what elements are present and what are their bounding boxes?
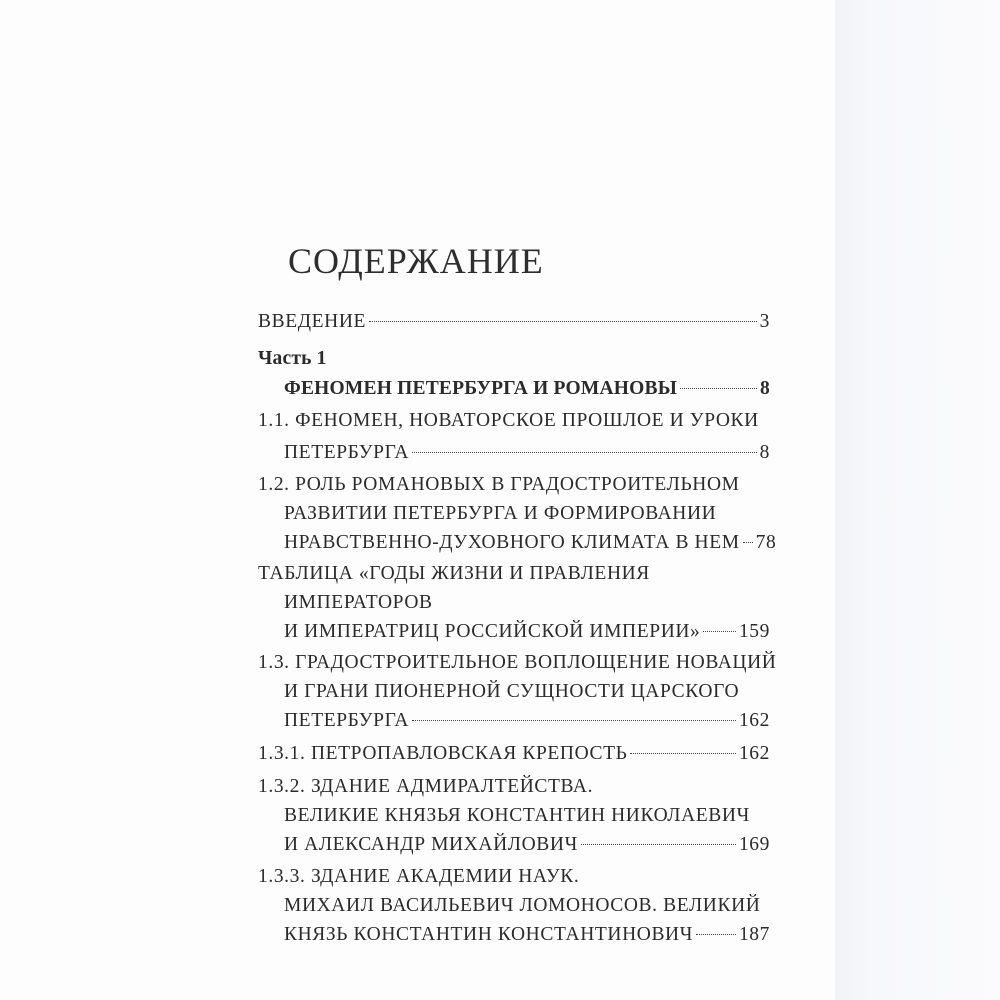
toc-entry-line xyxy=(258,309,770,335)
page-title: СОДЕРЖАНИЕ xyxy=(288,241,544,281)
page-number: 162 xyxy=(738,743,770,764)
toc-entry-line xyxy=(284,376,770,402)
toc-entry-text: ПЕТЕРБУРГА xyxy=(284,442,410,463)
toc-entry-line xyxy=(258,741,770,767)
toc-entry-text: ФЕНОМЕН ПЕТЕРБУРГА И РОМАНОВЫ xyxy=(284,378,678,399)
toc-entry-text: 1.1. ФЕНОМЕН, НОВАТОРСКОЕ ПРОШЛОЕ И УРОКИ xyxy=(258,410,759,431)
toc-entry-text: ВВЕДЕНИЕ xyxy=(258,311,367,332)
dot-leader xyxy=(581,844,736,845)
toc-entry-line xyxy=(284,832,770,858)
page-number: 159 xyxy=(738,621,770,642)
toc-entry-line xyxy=(284,922,770,948)
toc-entry-text: И АЛЕКСАНДР МИХАЙЛОВИЧ xyxy=(284,834,578,855)
toc-entry-line xyxy=(284,530,777,556)
page-number: 78 xyxy=(755,532,777,553)
toc-entry-text: КНЯЗЬ КОНСТАНТИН КОНСТАНТИНОВИЧ xyxy=(284,924,693,945)
toc-entry-text: ТАБЛИЦА «ГОДЫ ЖИЗНИ И ПРАВЛЕНИЯ xyxy=(258,563,650,584)
page-number: 3 xyxy=(759,311,770,332)
toc-entry-text: МИХАИЛ ВАСИЛЬЕВИЧ ЛОМОНОСОВ. ВЕЛИКИЙ xyxy=(284,895,761,916)
dot-leader xyxy=(369,321,757,322)
toc-entry-text: 1.3. ГРАДОСТРОИТЕЛЬНОЕ ВОПЛОЩЕНИЕ НОВАЦИЙ xyxy=(258,652,777,673)
toc-entry-text: 1.3.3. ЗДАНИЕ АКАДЕМИИ НАУК. xyxy=(258,866,580,887)
page-edge xyxy=(835,0,1000,1000)
dot-leader xyxy=(703,631,736,632)
dot-leader xyxy=(680,388,757,389)
dot-leader xyxy=(743,542,753,543)
part-label: Часть 1 xyxy=(258,348,327,369)
toc-entry-text: 1.3.2. ЗДАНИЕ АДМИРАЛТЕЙСТВА. xyxy=(258,776,594,797)
toc-entry-text: 1.3.1. ПЕТРОПАВЛОВСКАЯ КРЕПОСТЬ xyxy=(258,743,628,764)
dot-leader xyxy=(412,720,736,721)
toc-entry-text: И ГРАНИ ПИОНЕРНОЙ СУЩНОСТИ ЦАРСКОГО xyxy=(284,681,740,702)
dot-leader xyxy=(412,452,757,453)
toc-entry-text: ИМПЕРАТОРОВ xyxy=(284,592,433,613)
toc-entry-line xyxy=(284,619,770,645)
toc-entry-text: ВЕЛИКИЕ КНЯЗЬЯ КОНСТАНТИН НИКОЛАЕВИЧ xyxy=(284,805,750,826)
page-number: 187 xyxy=(738,924,770,945)
page-number: 8 xyxy=(760,378,770,399)
toc-entry-text: 1.2. РОЛЬ РОМАНОВЫХ В ГРАДОСТРОИТЕЛЬНОМ xyxy=(258,474,740,495)
page-number: 162 xyxy=(738,710,770,731)
toc-entry-text: И ИМПЕРАТРИЦ РОССИЙСКОЙ ИМПЕРИИ» xyxy=(284,621,701,642)
toc-entry-line xyxy=(284,708,770,734)
dot-leader xyxy=(630,753,736,754)
page-number: 169 xyxy=(738,834,770,855)
toc-entry-line xyxy=(284,440,770,466)
page-number: 8 xyxy=(759,442,770,463)
toc-entry-text: РАЗВИТИИ ПЕТЕРБУРГА И ФОРМИРОВАНИИ xyxy=(284,503,717,524)
toc-entry-text: ПЕТЕРБУРГА xyxy=(284,710,410,731)
dot-leader xyxy=(696,934,736,935)
toc-entry-text: НРАВСТВЕННО-ДУХОВНОГО КЛИМАТА В НЕМ xyxy=(284,532,740,553)
